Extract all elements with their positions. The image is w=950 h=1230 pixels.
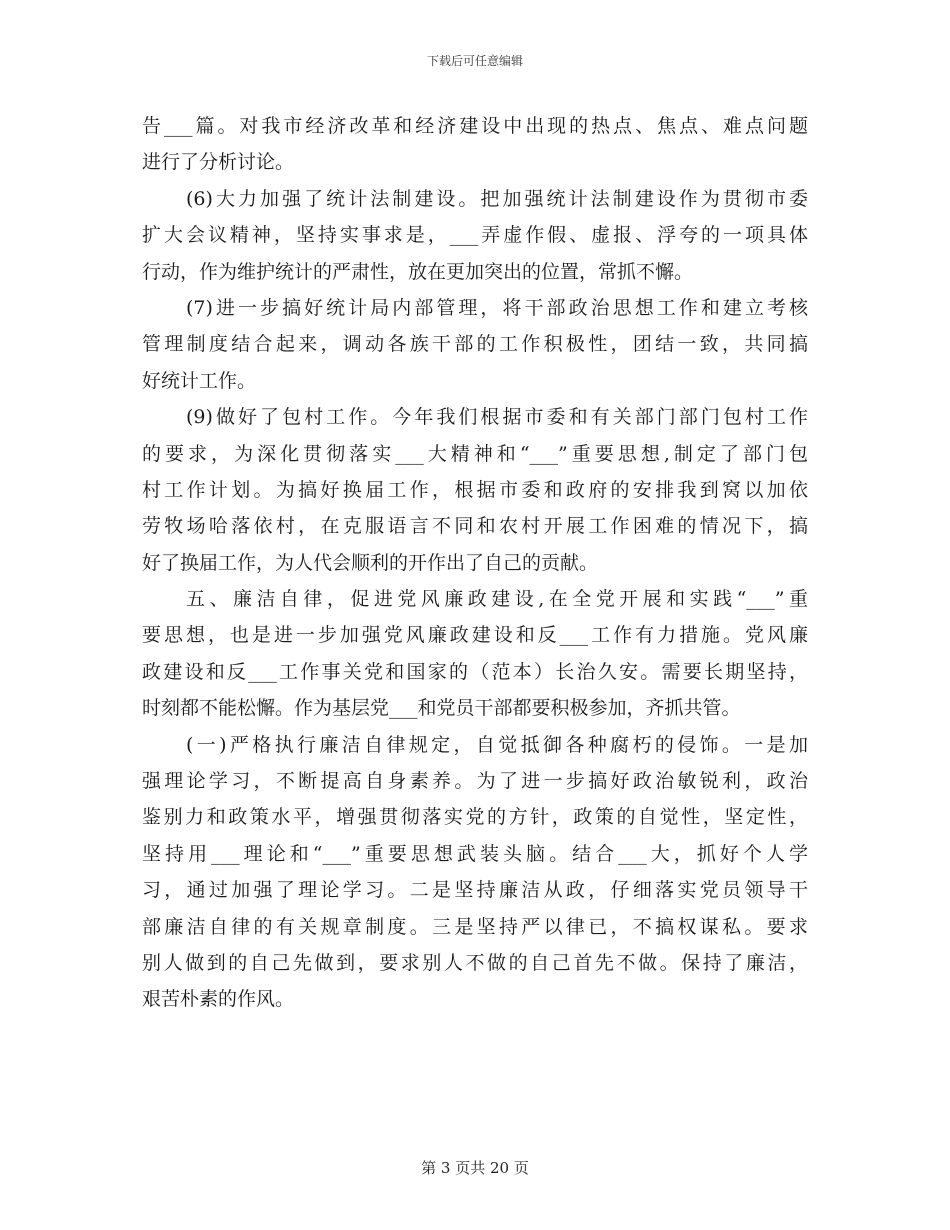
text-line: (一)严格执行廉洁自律规定，自觉抵御各种腐朽的侵饰。一是加 — [186, 733, 808, 756]
text-line: 部廉洁自律的有关规章制度。三是坚持严以律已，不搞权谋私。要求 — [142, 915, 808, 938]
text-line: 强理论学习，不断提高自身素养。为了进一步搞好政治敏锐利，政治 — [142, 770, 808, 793]
text-line: (6)大力加强了统计法制建设。把加强统计法制建设作为贯彻市委 — [186, 187, 808, 210]
text-line: 好了换届工作，为人代会顺利的开作出了自己的贡献。 — [142, 551, 599, 574]
text-line: 政建设和反___工作事关党和国家的（范本）长治久安。需要长期坚持， — [142, 660, 808, 683]
text-line: 告___篇。对我市经济改革和经济建设中出现的热点、焦点、难点问题 — [142, 115, 808, 137]
text-line: (7)进一步搞好统计局内部管理，将干部政治思想工作和建立考核 — [186, 296, 808, 319]
text-line: 的要求，为深化贯彻落实___大精神和“___”重要思想,制定了部门包 — [142, 442, 808, 465]
text-line: 进行了分析讨论。 — [142, 151, 295, 174]
text-line: 时刻都不能松懈。作为基层党___和党员干部都要积极参加，齐抓共管。 — [142, 697, 741, 720]
text-line: 习，通过加强了理论学习。二是坚持廉洁从政，仔细落实党员领导干 — [142, 879, 808, 902]
page-header: 下载后可任意编辑 — [426, 54, 523, 68]
text-line: 要思想，也是进一步加强党风廉政建设和反___工作有力措施。党风廉 — [142, 624, 808, 647]
text-line: 好统计工作。 — [142, 369, 257, 392]
text-line: 别人做到的自己先做到，要求别人不做的自己首先不做。保持了廉洁， — [142, 951, 808, 974]
text-line: 艰苦朴素的作风。 — [142, 988, 295, 1011]
text-line: 鉴别力和政策水平，增强贯彻落实党的方针，政策的自觉性，坚定性， — [142, 806, 808, 829]
text-line: 村工作计划。为搞好换届工作，根据市委和政府的安排我到窝以加依 — [142, 478, 808, 501]
text-line: 坚持用___理论和“___”重要思想武装头脑。结合___大，抓好个人学 — [142, 842, 808, 865]
document-body — [142, 108, 808, 1018]
text-line: (9)做好了包村工作。今年我们根据市委和有关部门部门包村工作 — [186, 406, 808, 429]
page-number: 第 3 页共 20 页 — [421, 1159, 529, 1177]
text-line: 行动，作为维护统计的严肃性，放在更加突出的位置，常抓不懈。 — [142, 260, 694, 283]
text-line: 劳牧场哈落依村，在克服语言不同和农村开展工作困难的情况下，搞 — [142, 515, 808, 538]
text-line: 五、廉洁自律，促进党风廉政建设,在全党开展和实践“___”重 — [186, 588, 808, 611]
text-line: 扩大会议精神，坚持实事求是，___弄虚作假、虚报、浮夸的一项具体 — [142, 224, 808, 247]
text-line: 管理制度结合起来，调动各族干部的工作积极性，团结一致，共同搞 — [142, 333, 808, 356]
